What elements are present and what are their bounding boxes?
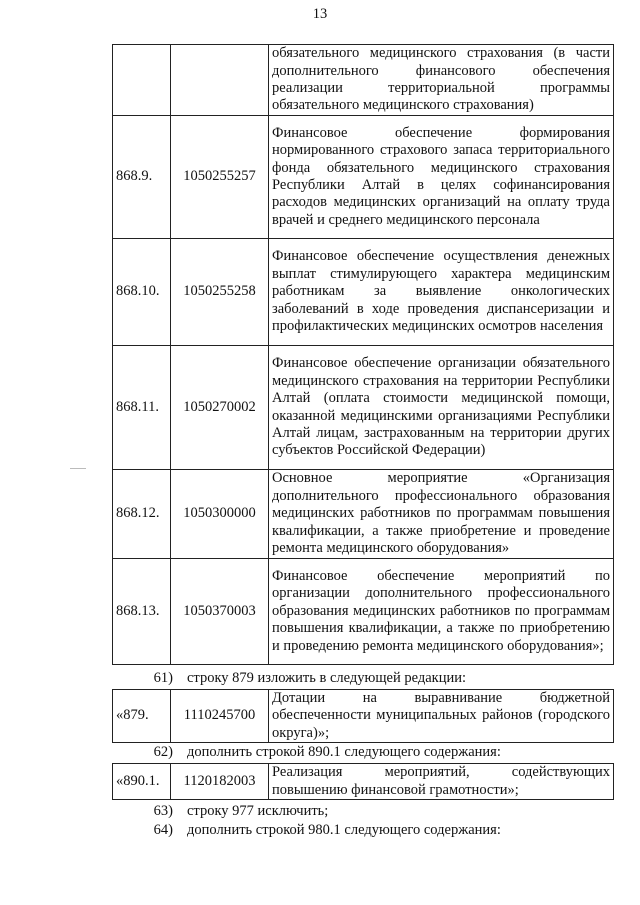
paragraph-number: 61) [153,670,173,686]
row-code: 1050370003 [171,559,269,665]
row-code: 1050270002 [171,346,269,470]
row-number [113,45,171,116]
row-code: 1120182003 [171,764,269,800]
paragraph-text: дополнить строкой 980.1 следующего содержания: [187,822,501,838]
main-table [112,44,614,665]
paragraph-number: 62) [153,744,173,760]
row-number: 868.9. [113,116,171,239]
row-code [171,45,269,116]
paragraph-number: 63) [153,803,173,819]
table-890-1 [112,763,614,800]
paragraph-63 [143,803,328,820]
table-row [113,764,614,800]
table-879 [112,689,614,743]
row-number: 868.12. [113,470,171,559]
row-code: 1050255257 [171,116,269,239]
table-row [113,470,614,559]
row-description: Дотации на выравнивание бюджетной обеспеченности муниципальных районов (городского округа)»; [269,690,614,743]
row-description: Финансовое обеспечение организации обязательного медицинского страхования на территории Республики Алтай (оплата стоимости медицинской помощи, оказанной медицинскими организациями Республики Алтай лицам, застрахованным на территории других субъектов Российской Федерации) [269,346,614,470]
row-number: 868.13. [113,559,171,665]
margin-mark [70,468,86,469]
row-description: Основное мероприятие «Организация дополнительного профессионального образования медицинских работников по программам повышения квалификации, а также приобретение и проведение ремонта медицинского оборудования» [269,470,614,559]
table-row [113,690,614,743]
table-row [113,559,614,665]
table-row [113,239,614,346]
paragraph-text: дополнить строкой 890.1 следующего содержания: [187,744,501,760]
row-code: 1110245700 [171,690,269,743]
paragraph-61 [143,670,466,687]
paragraph-text: строку 977 исключить; [187,803,329,819]
row-number: 868.11. [113,346,171,470]
row-number: «879. [113,690,171,743]
page-number: 13 [312,6,328,22]
paragraph-64 [143,822,501,839]
paragraph-text: строку 879 изложить в следующей редакции: [187,670,466,686]
paragraph-number: 64) [153,822,173,838]
table-row [113,45,614,116]
paragraph-62 [143,744,501,761]
row-number: «890.1. [113,764,171,800]
row-number: 868.10. [113,239,171,346]
row-code: 1050300000 [171,470,269,559]
row-description: обязательного медицинского страхования (в части дополнительного финансового обеспечения реализации территориальной программы обязательного медицинского страхования) [269,45,614,116]
row-description: Финансовое обеспечение осуществления денежных выплат стимулирующего характера медицинским работникам за выявление онкологических заболеваний в ходе проведения диспансеризации и профилактических медицинских осмотров населения [269,239,614,346]
row-description: Реализация мероприятий, содействующих повышению финансовой грамотности»; [269,764,614,800]
table-row [113,116,614,239]
table-row [113,346,614,470]
row-description: Финансовое обеспечение мероприятий по организации дополнительного профессионального образования медицинских работников по программам повышения квалификации, а также по приобретению и проведению ремонта медицинского оборудования»; [269,559,614,665]
row-description: Финансовое обеспечение формирования нормированного страхового запаса территориального фонда обязательного медицинского страхования Республики Алтай в целях софинансирования расходов медицинских организаций на оплату труда врачей и среднего медицинского персонала [269,116,614,239]
row-code: 1050255258 [171,239,269,346]
